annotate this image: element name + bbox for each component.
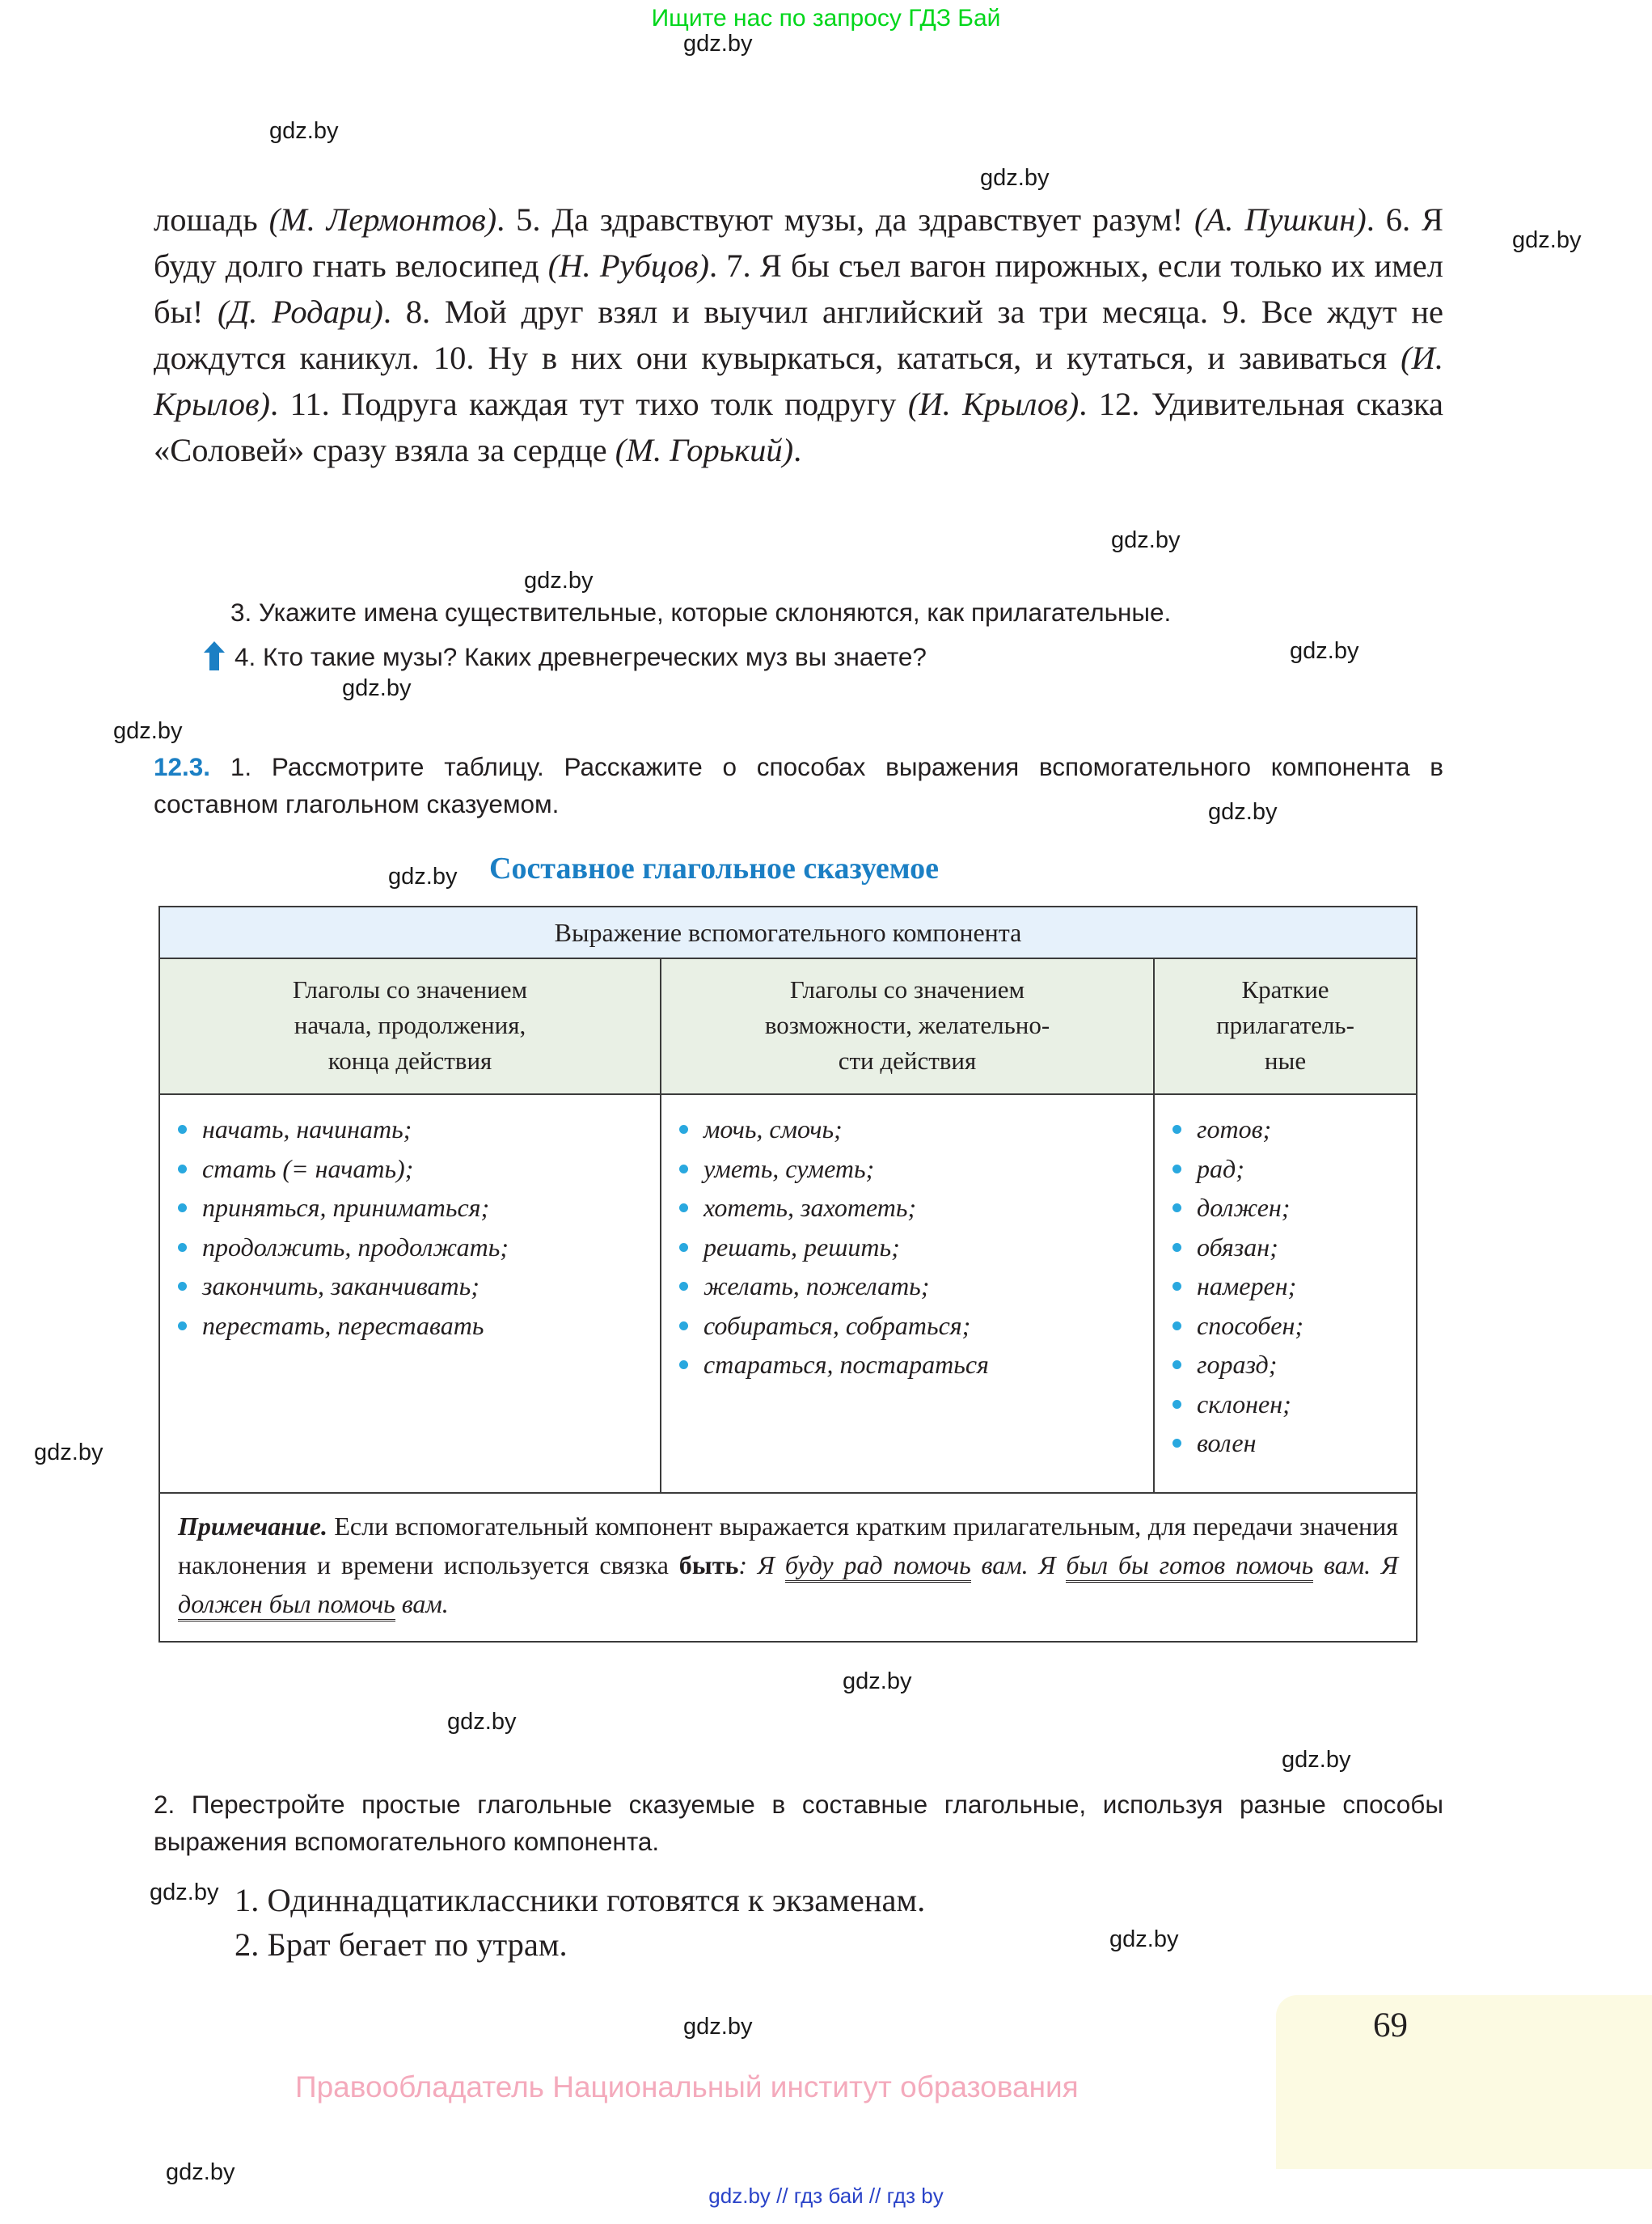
- watermark: gdz.by: [1111, 527, 1181, 553]
- note-example-3: должен был помочь: [178, 1589, 395, 1621]
- column-header-line: возможности, желательно-: [764, 1011, 1050, 1039]
- page-number-box: [1276, 1995, 1652, 2169]
- verb-list-phase: [171, 1110, 650, 1345]
- list-item: стать (= начать);: [171, 1149, 650, 1189]
- watermark: gdz.by: [980, 165, 1050, 191]
- list-item: способен;: [1166, 1306, 1406, 1346]
- table-cell-verbs-phase: [159, 1094, 661, 1493]
- predicate-table: [158, 906, 1418, 1643]
- list-item: начать, начинать;: [171, 1110, 650, 1149]
- note-example-2: был бы готов помочь: [1066, 1550, 1313, 1583]
- note-bold-word: быть: [678, 1550, 739, 1579]
- promo-banner: Ищите нас по запросу ГДЗ Бай: [651, 5, 1001, 32]
- table-header-span: Выражение вспомогательного компонента: [159, 907, 1417, 958]
- list-item: обязан;: [1166, 1228, 1406, 1267]
- table-note-cell: [159, 1493, 1417, 1642]
- list-item: закончить, заканчивать;: [171, 1266, 650, 1306]
- list-item: решать, решить;: [673, 1228, 1143, 1267]
- column-header-line: Глаголы со значением: [789, 975, 1025, 1004]
- note-text-1: Если вспомогательный компонент выражается кратким прилагательным, для передачи значения наклонения и времени используется связка: [178, 1512, 1398, 1579]
- list-item: должен;: [1166, 1188, 1406, 1228]
- task-item-4: 4. Кто такие музы? Каких древнегреческих муз вы знаете?: [234, 642, 927, 671]
- sample-sentence-1: 1. Одиннадцатиклассники готовятся к экзаменам.: [234, 1882, 926, 1918]
- note-example-1: буду рад помочь: [785, 1550, 971, 1583]
- watermark: gdz.by: [388, 864, 458, 890]
- table-cell-verbs-modal: [661, 1094, 1154, 1493]
- verb-list-modal: [673, 1110, 1143, 1385]
- section-number: 12.3.: [154, 752, 211, 781]
- column-header-2: [661, 958, 1154, 1094]
- table-cell-short-adjectives: [1154, 1094, 1417, 1493]
- list-item: уметь, суметь;: [673, 1149, 1143, 1189]
- watermark: gdz.by: [524, 568, 594, 594]
- table-body-row: [159, 1094, 1417, 1493]
- note-label: Примечание.: [178, 1512, 327, 1541]
- table-header-row: [159, 907, 1417, 958]
- list-item: горазд;: [1166, 1345, 1406, 1385]
- column-header-3: [1154, 958, 1417, 1094]
- short-adjective-list: [1166, 1110, 1406, 1463]
- table-column-header-row: [159, 958, 1417, 1094]
- column-header-line: прилагатель-: [1216, 1011, 1354, 1039]
- note-text-2: : Я: [738, 1550, 785, 1579]
- task-2: 2. Перестройте простые глагольные сказуемые в составные глагольные, используя разные способы выражения вспомогательного компонента.: [154, 1790, 1443, 1856]
- list-item: рад;: [1166, 1149, 1406, 1189]
- list-item: собираться, собраться;: [673, 1306, 1143, 1346]
- watermark: gdz.by: [342, 675, 412, 701]
- copyright-notice: Правообладатель Национальный институт образования: [295, 2070, 1079, 2103]
- table-note: [178, 1507, 1398, 1623]
- list-item: мочь, смочь;: [673, 1110, 1143, 1149]
- watermark: gdz.by: [1282, 1747, 1351, 1773]
- list-item: склонен;: [1166, 1385, 1406, 1424]
- column-header-line: конца действия: [327, 1046, 492, 1075]
- column-header-line: начала, продолжения,: [294, 1011, 526, 1039]
- bottom-links: gdz.by // гдз бай // гдз by: [708, 2184, 944, 2208]
- watermark: gdz.by: [113, 718, 183, 744]
- watermark: gdz.by: [269, 118, 339, 144]
- list-item: перестать, переставать: [171, 1306, 650, 1346]
- section-12-3: [154, 748, 1443, 822]
- list-item: стараться, постараться: [673, 1345, 1143, 1385]
- column-header-line: Краткие: [1241, 975, 1329, 1004]
- list-item: продолжить, продолжать;: [171, 1228, 650, 1267]
- watermark: gdz.by: [683, 31, 753, 57]
- list-item: готов;: [1166, 1110, 1406, 1149]
- list-item: желать, пожелать;: [673, 1266, 1143, 1306]
- watermark: gdz.by: [1208, 799, 1278, 825]
- list-item: волен: [1166, 1423, 1406, 1463]
- watermark: gdz.by: [843, 1668, 912, 1694]
- sample-sentence-2: 2. Брат бегает по утрам.: [234, 1926, 568, 1963]
- arrow-up-icon: [204, 641, 225, 670]
- watermark: gdz.by: [1512, 227, 1582, 253]
- column-header-line: Глаголы со значением: [292, 975, 528, 1004]
- table-note-row: [159, 1493, 1417, 1642]
- note-example-2-tail: вам. Я: [1313, 1550, 1399, 1579]
- column-header-1: [159, 958, 661, 1094]
- watermark: gdz.by: [1290, 638, 1359, 664]
- list-item: хотеть, захотеть;: [673, 1188, 1143, 1228]
- column-header-line: ные: [1264, 1046, 1307, 1075]
- note-example-1-tail: вам. Я: [970, 1550, 1067, 1579]
- watermark: gdz.by: [1109, 1926, 1179, 1952]
- column-header-line: сти действия: [838, 1046, 977, 1075]
- task-item-3: 3. Укажите имена существительные, которые склоняются, как прилагательные.: [230, 598, 1172, 627]
- watermark: gdz.by: [34, 1440, 104, 1465]
- page-number: 69: [1373, 2006, 1408, 2044]
- note-example-3-tail: вам.: [395, 1589, 449, 1618]
- watermark: gdz.by: [683, 2014, 753, 2040]
- watermark: gdz.by: [447, 1709, 517, 1735]
- watermark: gdz.by: [166, 2159, 235, 2185]
- table-title: Составное глагольное сказуемое: [489, 852, 939, 886]
- list-item: намерен;: [1166, 1266, 1406, 1306]
- list-item: приняться, приниматься;: [171, 1188, 650, 1228]
- exercise-paragraph: лошадь (М. Лермонтов). 5. Да здравствуют музы, да здравствует разум! (А. Пушкин). 6. Я буду долго гнать велосипед (Н. Рубцов). 7. Я бы съел вагон пирожных, если только их имел бы! (Д. Родари). 8. Мой друг взял и выучил английский за три месяца. 9. Все ждут не дождутся каникул. 10. Ну в них они кувыркаться, кататься, и кутаться, и завиваться (И. Крылов). 11. Подруга каждая тут тихо толк подругу (И. Крылов). 12. Удивительная сказка «Соловей» сразу взяла за сердце (М. Горький).: [154, 201, 1444, 468]
- section-body: 1. Рассмотрите таблицу. Расскажите о способах выражения вспомогательного компонента в составном глагольном сказуемом.: [154, 752, 1443, 818]
- watermark: gdz.by: [150, 1879, 219, 1905]
